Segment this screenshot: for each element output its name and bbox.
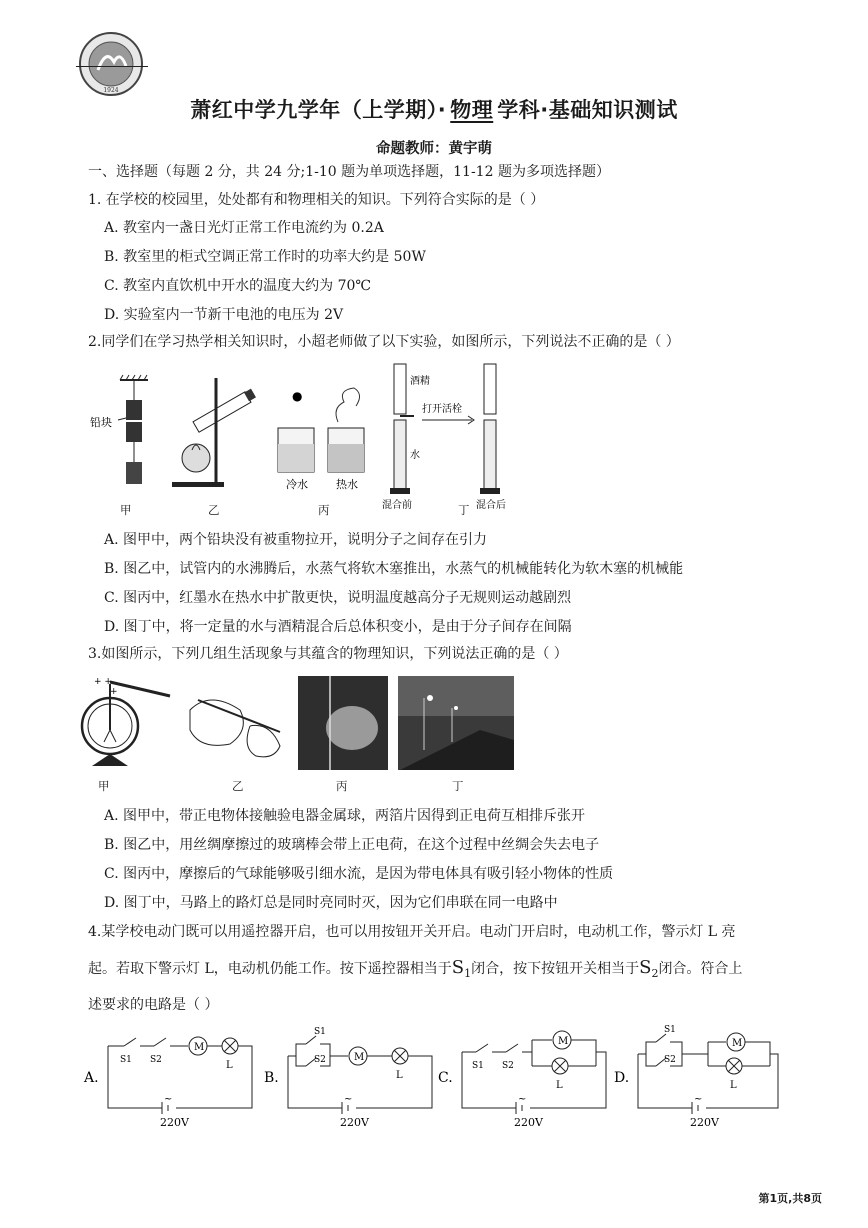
q2-caption-jia: 甲: [120, 503, 132, 517]
q3-option-c: C. 图丙中，摩擦后的气球能够吸引细水流，是因为带电体具有吸引轻小物体的性质: [104, 866, 614, 882]
svg-text:S2: S2: [150, 1055, 162, 1065]
svg-text:220V: 220V: [160, 1116, 189, 1129]
svg-text:220V: 220V: [514, 1116, 543, 1129]
q3-caption-bing: 丙: [336, 779, 348, 793]
svg-text:L: L: [730, 1080, 737, 1091]
q3-caption-yi: 乙: [232, 779, 244, 793]
test-tube-figure: [172, 378, 256, 487]
svg-text:S2: S2: [314, 1055, 326, 1065]
open-valve-label: 打开活栓: [422, 404, 462, 415]
school-logo: [76, 30, 146, 98]
circuit-a-letter: A.: [84, 1070, 99, 1086]
section-heading: 一、选择题（每题 2 分，共 24 分;1-10 题为单项选择题，11-12 题为多项选择题）: [88, 164, 610, 180]
alcohol-label: 酒精: [410, 376, 430, 387]
lead-blocks-figure: [118, 375, 148, 484]
before-mix-label: 混合前: [382, 500, 412, 511]
rubbing-rod-figure: [190, 700, 280, 757]
q2-option-c: C. 图丙中，红墨水在热水中扩散更快，说明温度越高分子无规则运动越剧烈: [104, 590, 572, 606]
q2-option-d: D. 图丁中，将一定量的水与酒精混合后总体积变小，是由于分子间存在间隔: [104, 619, 572, 635]
svg-text:M: M: [732, 1038, 743, 1049]
svg-text:S1: S1: [314, 1027, 326, 1037]
q3-figure: [80, 670, 520, 776]
svg-text:S1: S1: [120, 1055, 132, 1065]
q3-caption-ding: 丁: [452, 779, 464, 793]
q4-stem-line1: 4.某学校电动门既可以用遥控器开启，也可以用按钮开关开启。电动门开启时，电动机工作，警示灯 L 亮: [88, 924, 736, 940]
svg-text:S2: S2: [664, 1055, 676, 1065]
lead-label: 铅块: [90, 416, 112, 429]
svg-text:S1: S1: [664, 1025, 676, 1035]
svg-text:~: ~: [694, 1094, 703, 1105]
q3-option-b: B. 图乙中，用丝绸摩擦过的玻璃棒会带上正电荷，在这个过程中丝绸会失去电子: [104, 837, 600, 853]
svg-text:S1: S1: [472, 1061, 484, 1071]
circuit-c-letter: C.: [438, 1070, 453, 1086]
q4-circuits: [82, 1022, 782, 1132]
q2-option-b: B. 图乙中，试管内的水沸腾后，水蒸气将软木塞推出，水蒸气的机械能转化为软木塞的机械能: [104, 561, 684, 577]
q2-caption-ding: 丁: [458, 503, 470, 517]
q2-stem: 2.同学们在学习热学相关知识时，小超老师做了以下实验，如图所示，下列说法不正确的是（ ）: [88, 334, 680, 350]
q2-figure: [88, 358, 528, 518]
water-label: 水: [410, 450, 420, 461]
q3-option-d: D. 图丁中，马路上的路灯总是同时亮同时灭，因为它们串联在同一电路中: [104, 895, 558, 911]
svg-text:M: M: [558, 1036, 569, 1047]
svg-text:+: +: [110, 687, 118, 697]
hot-water-label: 热水: [336, 478, 358, 491]
page-title: 萧红中学九学年（上学期）· 物理 学科·基础知识测试: [190, 98, 678, 122]
q2-option-a: A. 图甲中，两个铅块没有被重物拉开，说明分子之间存在引力: [104, 532, 488, 548]
svg-text:1924: 1924: [103, 87, 119, 94]
q1-option-c: C. 教室内直饮机中开水的温度大约为 70℃: [104, 278, 372, 294]
header-rule: [76, 66, 148, 67]
svg-text:L: L: [556, 1080, 563, 1091]
beakers-figure: [278, 388, 364, 472]
author-line: 命题教师：黄宇萌: [376, 141, 492, 157]
svg-text:220V: 220V: [340, 1116, 369, 1129]
q3-stem: 3.如图所示，下列几组生活现象与其蕴含的物理知识，下列说法正确的是（ ）: [88, 646, 568, 662]
circuit-b-letter: B.: [264, 1070, 279, 1086]
circuit-c: [438, 1031, 606, 1129]
q3-option-a: A. 图甲中，带正电物体接触验电器金属球，两箔片因得到正电荷互相排斥张开: [104, 808, 586, 824]
svg-text:~: ~: [518, 1094, 527, 1105]
circuit-d-letter: D.: [614, 1070, 630, 1086]
svg-text:~: ~: [164, 1094, 173, 1105]
svg-text:L: L: [396, 1070, 403, 1081]
subject-name: 物理: [450, 98, 494, 122]
page-number: 第1页,共8页: [758, 1192, 822, 1205]
cold-water-label: 冷水: [286, 478, 308, 491]
q1-option-d: D. 实验室内一节新干电池的电压为 2V: [104, 307, 344, 323]
svg-text:+ +: + +: [94, 677, 112, 687]
q1-stem: 1. 在学校的校园里，处处都有和物理相关的知识。下列符合实际的是（ ）: [88, 192, 545, 208]
q2-caption-yi: 乙: [208, 503, 220, 517]
q4-stem-line2: 起。若取下警示灯 L，电动机仍能工作。按下遥控器相当于$S_1$闭合，按下按钮开关相当于$S_2$闭合。符合上: [88, 957, 743, 980]
circuit-d: [614, 1025, 778, 1129]
circuit-a: [83, 1037, 252, 1129]
q3-caption-jia: 甲: [98, 779, 110, 793]
svg-text:L: L: [226, 1060, 233, 1071]
svg-text:~: ~: [344, 1094, 353, 1105]
svg-text:M: M: [354, 1052, 365, 1063]
svg-text:220V: 220V: [690, 1116, 719, 1129]
q2-caption-bing: 丙: [318, 503, 330, 517]
svg-text:M: M: [194, 1042, 205, 1053]
mixing-tubes-figure: [390, 364, 500, 494]
q4-stem-line3: 述要求的电路是（ ）: [88, 997, 219, 1013]
q1-option-a: A. 教室内一盏日光灯正常工作电流约为 0.2A: [104, 220, 384, 236]
svg-text:S2: S2: [502, 1061, 514, 1071]
after-mix-label: 混合后: [476, 500, 506, 511]
electroscope-figure: [82, 677, 170, 766]
svg-text:●: ●: [292, 389, 303, 403]
q1-option-b: B. 教室里的柜式空调正常工作时的功率大约是 50W: [104, 249, 426, 265]
circuit-b: [264, 1027, 432, 1129]
